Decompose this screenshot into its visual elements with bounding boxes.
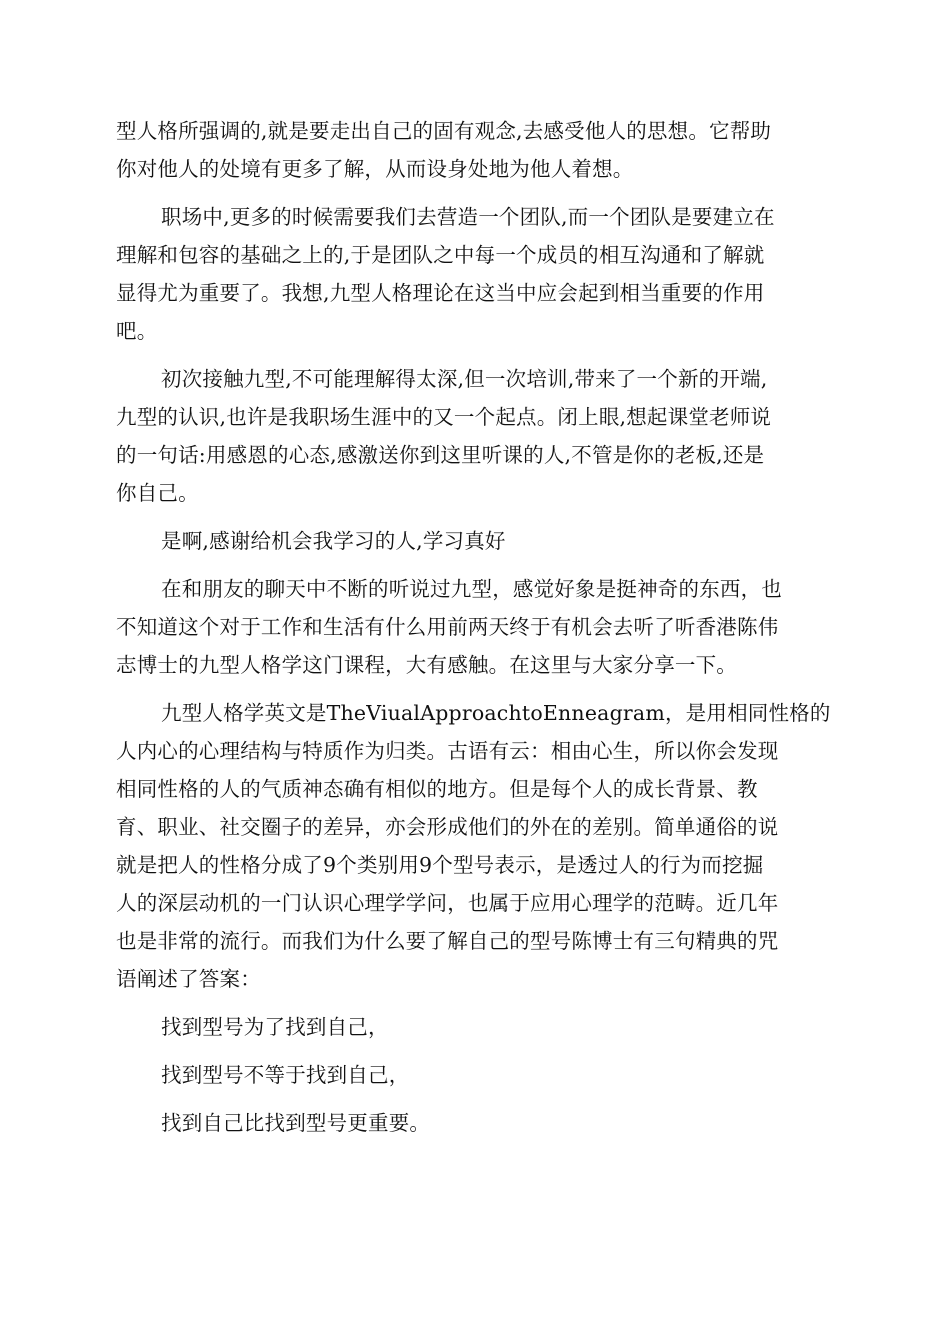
- text-line: 人的深层动机的一门认识心理学学问，也属于应用心理学的范畴。近几年: [116, 891, 779, 915]
- text-line: 初次接触九型,不可能理解得太深,但一次培训,带来了一个新的开端,: [161, 367, 768, 391]
- text-line: 型人格所强调的,就是要走出自己的固有观念,去感受他人的思想。它帮助: [116, 119, 772, 143]
- text-line: 的一句话:用感恩的心态,感激送你到这里听课的人,不管是你的老板,还是: [116, 443, 765, 467]
- text-line: 育、职业、社交圈子的差异，亦会形成他们的外在的差别。简单通俗的说: [116, 815, 779, 839]
- paragraph: [116, 1056, 836, 1094]
- text-line: 找到型号不等于找到自己，: [161, 1063, 410, 1087]
- text-line: 找到自己比找到型号更重要。: [161, 1111, 431, 1135]
- text-line: 人内心的心理结构与特质作为归类。古语有云：相由心生，所以你会发现: [116, 739, 779, 763]
- text-line: 志博士的九型人格学这门课程，大有感触。在这里与大家分享一下。: [116, 653, 737, 677]
- text-line: 找到型号为了找到自己，: [161, 1015, 389, 1039]
- paragraph: [116, 570, 836, 684]
- text-line: 就是把人的性格分成了9个类别用9个型号表示，是透过人的行为而挖掘: [116, 853, 764, 877]
- text-line: 九型的认识,也许是我职场生涯中的又一个起点。闭上眼,想起课堂老师说: [116, 405, 772, 429]
- paragraph: [116, 1008, 836, 1046]
- paragraph: [116, 694, 836, 998]
- paragraph: [116, 198, 836, 350]
- text-line: 相同性格的人的气质神态确有相似的地方。但是每个人的成长背景、教: [116, 777, 758, 801]
- paragraph: [116, 1104, 836, 1142]
- paragraph: [116, 360, 836, 512]
- text-line: 职场中,更多的时候需要我们去营造一个团队,而一个团队是要建立在: [161, 205, 775, 229]
- text-line: 在和朋友的聊天中不断的听说过九型，感觉好象是挺神奇的东西，也: [161, 577, 782, 601]
- document-page: [116, 112, 836, 1152]
- text-line: 也是非常的流行。而我们为什么要了解自己的型号陈博士有三句精典的咒: [116, 929, 779, 953]
- text-line: 不知道这个对于工作和生活有什么用前两天终于有机会去听了听香港陈伟: [116, 615, 779, 639]
- text-line: 九型人格学英文是TheViualApproachtoEnneagram，是用相同性格的: [161, 701, 831, 725]
- text-line: 语阐述了答案：: [116, 967, 261, 991]
- text-line: 是啊,感谢给机会我学习的人,学习真好: [161, 529, 506, 553]
- paragraph: [116, 112, 836, 188]
- text-line: 理解和包容的基础之上的,于是团队之中每一个成员的相互沟通和了解就: [116, 243, 765, 267]
- text-line: 吧。: [116, 319, 158, 343]
- text-line: 你自己。: [116, 481, 199, 505]
- text-line: 你对他人的处境有更多了解，从而设身处地为他人着想。: [116, 157, 634, 181]
- text-line: 显得尤为重要了。我想,九型人格理论在这当中应会起到相当重要的作用: [116, 281, 765, 305]
- paragraph: [116, 522, 836, 560]
